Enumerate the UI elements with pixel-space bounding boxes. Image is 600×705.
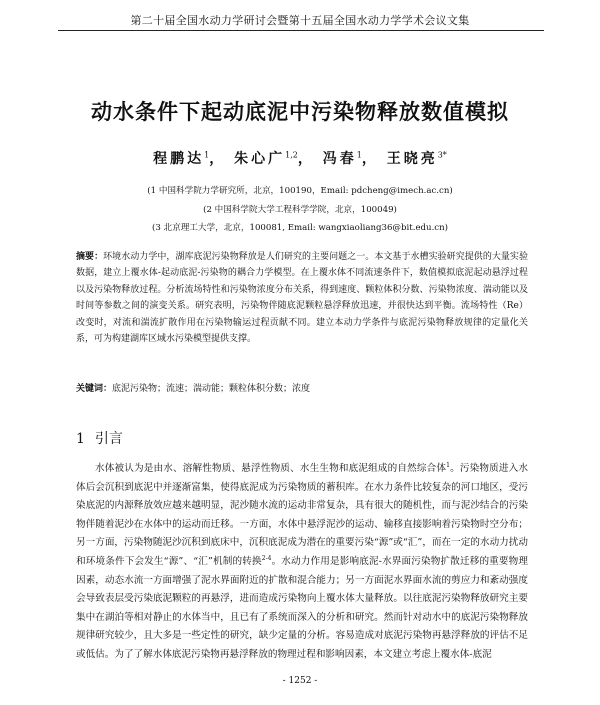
- paper-title: 动水条件下起动底泥中污染物释放数值模拟: [91, 100, 509, 124]
- keywords: [76, 382, 528, 396]
- author-list: 程鹏达$^1$， 朱心广$^{1,2}$， 冯春$^1$， 王晓亮$^{3*}$: [153, 150, 447, 167]
- section-heading: [76, 428, 123, 448]
- body-text-part: 。污染物质进入水体后会沉积到底泥中并逐渐富集，使得底泥成为污染物质的蓄积库。在水力条件比较复杂的河口地区，受污染底泥的内源释放效应越来越明显，泥沙随水流的运动非常复杂，具有很大的随机性，而与泥沙结合的污染物伴随着泥沙在水体中的运动而迁移。一方面，水体中悬浮泥沙的运动、输移直接影响着污染物时空分布；另一方面，污染物随泥沙沉积到底床中，沉积底泥成为潜在的重要污染“源”或“汇”，而在一定的水动力扰动和环境条件下会发生“源”、“汇”机制的转换: [76, 463, 528, 567]
- abstract-label: 摘要：: [76, 252, 104, 262]
- body-paragraph: [76, 460, 528, 665]
- abstract: [76, 249, 528, 347]
- author-affil-mark: 1: [356, 150, 362, 160]
- author-name: 朱心广: [234, 151, 286, 167]
- affiliation-1: (1 中国科学院力学研究所，北京，100190，Email: pdcheng@imech.ac.cn): [147, 186, 453, 196]
- section-title: 引言: [94, 431, 123, 447]
- affiliation-3: (3 北京理工大学，北京，100081, Email: wangxiaoliang36@bit.edu.cn): [151, 223, 448, 233]
- body-text-part: 水体被认为是由水、溶解性物质、悬浮性物质、水生生物和底泥组成的自然综合体: [95, 463, 447, 474]
- running-header: 第二十届全国水动力学研讨会暨第十五届全国水动力学学术会议文集: [130, 14, 470, 27]
- author-affil-mark: 3*: [437, 150, 447, 160]
- citation-ref: 1: [446, 461, 450, 469]
- keywords-label: 关键词：: [76, 384, 113, 394]
- abstract-text: 环境水动力学中，湖库底泥污染物释放是人们研究的主要问题之一。本文基于水槽实验研究提供的大量实验数据，建立上覆水体-起动底泥-污染物的耦合力学模型。在上覆水体不同流速条件下，数值模拟底泥起动悬浮过程以及污染物释放过程。分析流场特性和污染物浓度分布关系，得到速度、颗粒体积分数、污染物浓度、湍动能以及时间等参数之间的演变关系。研究表明，污染物伴随底泥颗粒悬浮释放迅速，并很快达到平衡。流场特性（Re）改变时，对流和湍流扩散作用在污染物输运过程贡献不同。建立本动力学条件与底泥污染物释放规律的定量化关系，可为构建湖库区域水污染模型提供支撑。: [76, 252, 528, 345]
- header-rule: [58, 30, 544, 31]
- body-text-part: 。水动力作用是影响底泥-水界面污染物扩散迁移的重要物理因素，动态水流一方面增强了泥水界面附近的扩散和混合能力；另一方面泥水界面水流的剪应力和紊动强度会导致表层受污染底泥颗粒的再悬浮，进而造成污染物向上覆水体大量释放。以往底泥污染物释放研究主要集中在湖泊等相对静止的水体当中，且已有了系统而深入的分析和研究。然而针对动水中的底泥污染物释放规律研究较少，且大多是一些定性的研究，缺少定量的分析。容易造成对底泥污染物再悬浮释放的评估不足或低估。为了了解水体底泥污染物再悬浮释放的物理过程和影响因素，本文建立考虑上覆水体-底泥: [76, 555, 528, 660]
- author-affil-mark: 1: [204, 150, 210, 160]
- author-name: 程鹏达: [153, 151, 205, 167]
- keywords-text: 底泥污染物；流速；湍动能；颗粒体积分数；浓度: [112, 384, 311, 394]
- author-name: 王晓亮: [386, 151, 438, 167]
- section-number: 1: [76, 431, 85, 447]
- affiliation-2: (2 中国科学院大学工程科学学院，北京，100049): [203, 205, 397, 215]
- author-name: 冯春: [322, 151, 357, 167]
- page-number: - 1252 -: [282, 676, 318, 686]
- author-affil-mark: 1,2: [285, 150, 298, 160]
- citation-ref: 2-4: [261, 554, 272, 562]
